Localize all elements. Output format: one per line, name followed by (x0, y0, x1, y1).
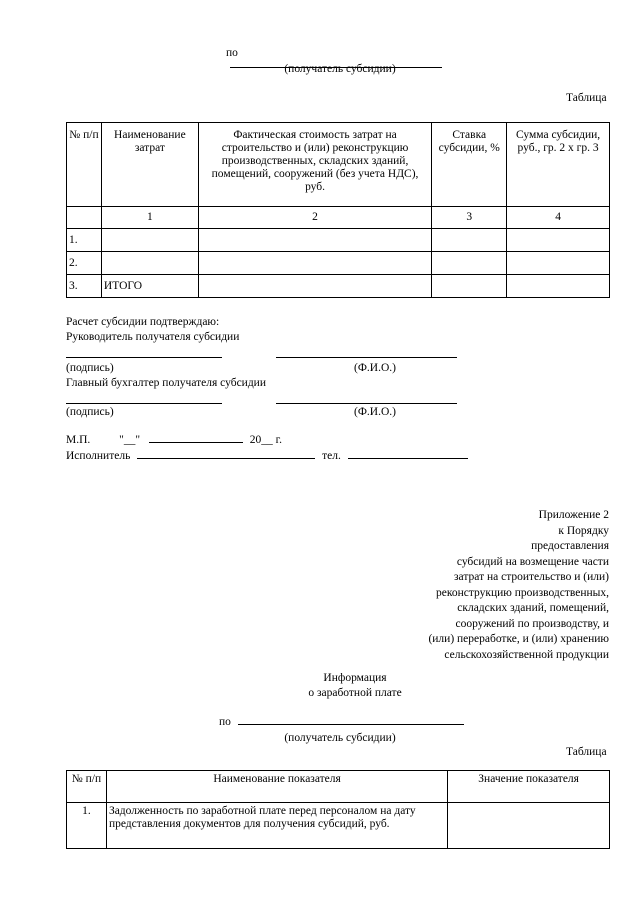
info-subtitle: о заработной плате (308, 687, 402, 699)
date-month-blank (149, 441, 243, 443)
date-day: "__" (119, 434, 141, 446)
appendix-line: Приложение 2 (538, 509, 609, 521)
table2-header-row (67, 771, 610, 803)
appendix-line: сельскохозяйственной продукции (444, 648, 609, 661)
confirm-text: Расчет субсидии подтверждаю: (66, 316, 220, 328)
header-cell: Значение показателя (448, 771, 610, 803)
table-row (67, 229, 610, 252)
row-cost (198, 275, 431, 298)
accountant-sign-line (66, 403, 222, 404)
recipient-caption: (получатель субсидии) (284, 63, 396, 75)
sign-caption-1: (подпись) (66, 362, 114, 374)
mp-label: М.П. (66, 434, 91, 446)
row-cost (198, 229, 431, 252)
executor-label: Исполнитель (66, 450, 131, 462)
head-sign-line (66, 357, 222, 358)
po-label: по (226, 47, 238, 59)
col-number: 2 (198, 207, 431, 229)
header-cell: Наименование показателя (106, 771, 447, 803)
sign-caption-2: (подпись) (66, 406, 114, 418)
subsidy-calc-table (66, 122, 610, 298)
tel-blank (348, 457, 468, 459)
appendix-line: складских зданий, помещений, (457, 602, 609, 614)
table-row (67, 803, 610, 849)
row-rate (432, 252, 507, 275)
row-number: 2. (67, 252, 102, 275)
head-fio-line (276, 357, 457, 358)
tel-label: тел. (322, 450, 341, 462)
header-cell: Ставка субсидии, % (432, 123, 507, 207)
row-rate (432, 275, 507, 298)
header-cell: № п/п (67, 123, 102, 207)
appendix-line: реконструкцию производственных, (436, 586, 609, 599)
info-recipient-line (219, 716, 469, 728)
row-cost (198, 252, 431, 275)
table-row (67, 252, 610, 275)
appendix-header (428, 508, 609, 663)
info-recipient-blank (238, 723, 464, 725)
table-row-total (67, 275, 610, 298)
row-number: 1. (67, 803, 107, 849)
row-sum (507, 229, 610, 252)
head-title: Руководитель получателя субсидии (66, 331, 240, 343)
header-cell: Наименование затрат (101, 123, 198, 207)
date-year: 20__ г. (249, 434, 282, 446)
fio-caption-2: (Ф.И.О.) (354, 406, 396, 418)
row-rate (432, 229, 507, 252)
fio-caption-1: (Ф.И.О.) (354, 362, 396, 374)
row-name: ИТОГО (101, 275, 198, 298)
executor-line (66, 450, 468, 462)
info-recipient-caption: (получатель субсидии) (284, 732, 396, 744)
accountant-fio-line (276, 403, 457, 404)
col-number: 4 (507, 207, 610, 229)
table-header-row (67, 123, 610, 207)
row-number: 3. (67, 275, 102, 298)
accountant-title: Главный бухгалтер получателя субсидии (66, 377, 266, 389)
appendix-line: затрат на строительство и (или) (454, 571, 609, 583)
row-name: Задолженность по заработной плате перед персоналом на дату представления документов для получения субсидий, руб. (106, 803, 447, 849)
info-table-label: Таблица (566, 746, 607, 758)
executor-blank (137, 457, 315, 459)
col-number: 3 (432, 207, 507, 229)
info-po-label: по (219, 716, 231, 728)
row-sum (507, 252, 610, 275)
appendix-line: предоставления (531, 540, 609, 552)
header-cell: Фактическая стоимость затрат на строительство и (или) реконструкцию производственных, складских зданий, помещений, сооружений (без учета НДС), руб. (198, 123, 431, 207)
appendix-line: субсидий на возмещение части (456, 555, 609, 568)
row-name (101, 252, 198, 275)
appendix-line: сооружений по производству, и (455, 617, 609, 630)
salary-info-table (66, 770, 610, 849)
appendix-line: (или) переработке, и (или) хранению (428, 633, 609, 645)
col-number (67, 207, 102, 229)
column-number-row (67, 207, 610, 229)
appendix-line: к Порядку (558, 524, 609, 537)
row-sum (507, 275, 610, 298)
row-name (101, 229, 198, 252)
header-cell: Сумма субсидии, руб., гр. 2 x гр. 3 (507, 123, 610, 207)
row-number: 1. (67, 229, 102, 252)
header-cell: № п/п (67, 771, 107, 803)
row-value (448, 803, 610, 849)
info-title: Информация (323, 672, 387, 684)
table-label: Таблица (566, 92, 607, 104)
mp-date-line (66, 434, 282, 446)
col-number: 1 (101, 207, 198, 229)
